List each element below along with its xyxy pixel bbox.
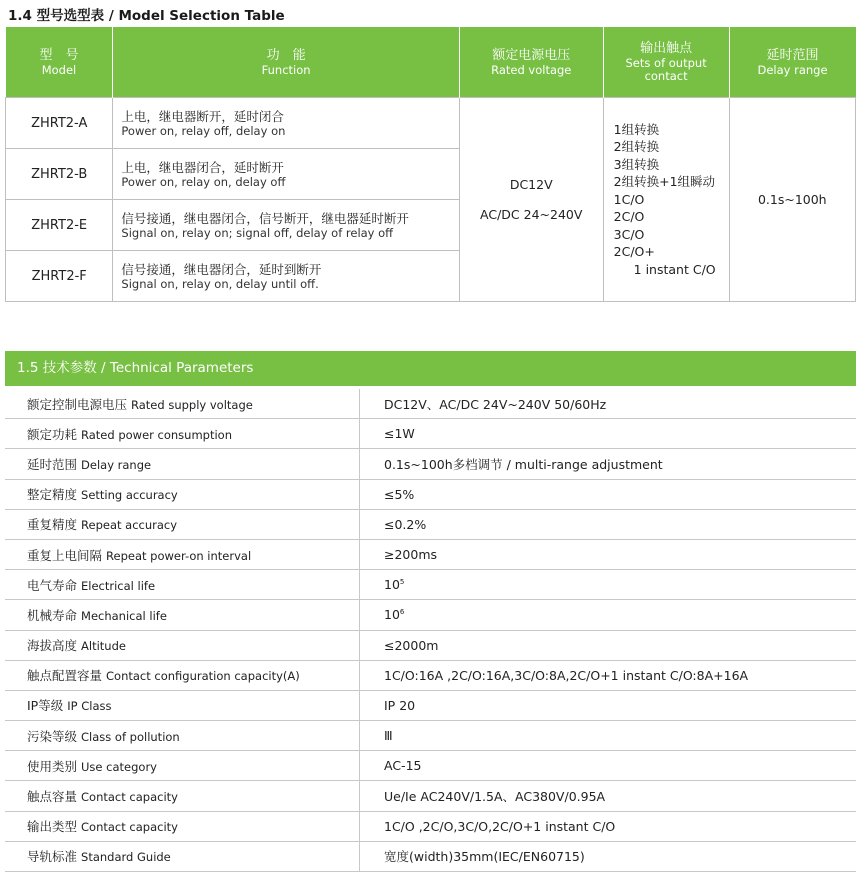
parameter-name-zh: 导轨标准: [27, 849, 78, 865]
voltage-line: AC/DC 24~240V: [480, 206, 583, 222]
header-contacts-en: Sets of output contact: [625, 56, 707, 83]
header-contacts-zh: 输出触点: [640, 41, 693, 56]
parameter-name-zh: 重复上电间隔: [27, 547, 103, 563]
contact-line: 3C/O: [613, 226, 645, 242]
parameter-value: [360, 389, 857, 419]
parameter-name: [5, 419, 360, 449]
model-cell: ZHRT2-B: [6, 149, 113, 200]
parameter-value: [360, 509, 857, 539]
parameter-value-text: Ⅲ: [384, 728, 393, 744]
parameter-name: [5, 660, 360, 690]
header-model-en: Model: [41, 62, 77, 77]
parameter-value: [360, 841, 857, 871]
function-en: Signal on, relay on; signal off, delay of relay off: [121, 225, 394, 240]
model-cell: ZHRT2-A: [6, 98, 113, 149]
parameter-name-en: Repeat accuracy: [81, 518, 178, 533]
parameter-name: [5, 509, 360, 539]
parameter-name-en: Delay range: [81, 457, 152, 472]
parameter-value-text: 10: [384, 577, 400, 593]
delay-cell: 0.1s~100h: [729, 98, 855, 302]
header-voltage-zh: 额定电源电压: [492, 47, 571, 63]
parameter-name-zh: 额定控制电源电压: [27, 396, 128, 412]
parameter-name: [5, 751, 360, 781]
table-row: [5, 419, 856, 449]
header-function: [113, 27, 459, 98]
header-delay: [729, 27, 855, 98]
header-voltage-en: Rated voltage: [491, 62, 572, 77]
parameter-exponent: 5: [399, 578, 405, 587]
parameter-value-text: 宽度(width)35mm(IEC/EN60715): [384, 849, 585, 865]
header-function-zh: 功 能: [266, 47, 306, 63]
parameter-name-en: Class of pollution: [81, 729, 180, 744]
table-row: [5, 389, 856, 419]
table-row: [5, 509, 856, 539]
parameter-name-en: Rated power consumption: [81, 427, 232, 442]
parameter-name-zh: 触点容量: [27, 789, 78, 805]
function-en: Power on, relay on, delay off: [121, 174, 286, 189]
parameter-name: [5, 811, 360, 841]
contact-line: 1C/O: [613, 191, 645, 207]
parameter-name-en: Standard Guide: [81, 850, 171, 865]
voltage-line: DC12V: [509, 176, 553, 192]
parameter-name-en: Contact capacity: [81, 820, 178, 835]
table-row: [5, 630, 856, 660]
table-row: [5, 539, 856, 569]
technical-title: 1.5 技术参数 / Technical Parameters: [5, 351, 856, 386]
parameter-name: [5, 721, 360, 751]
header-delay-zh: 延时范围: [766, 47, 819, 63]
parameter-value-text: Ue/Ie AC240V/1.5A、AC380V/0.95A: [384, 789, 606, 805]
function-cell: [113, 251, 459, 302]
selection-title: 1.4 型号选型表 / Model Selection Table: [8, 8, 285, 24]
table-row: [5, 600, 856, 630]
parameter-value-text: ≤0.2%: [384, 516, 427, 532]
contact-line: 2组转换: [613, 139, 660, 155]
parameter-value-text: 0.1s~100h多档调节 / multi-range adjustment: [384, 456, 663, 472]
parameter-value-text: AC-15: [384, 758, 422, 774]
parameter-name-en: Setting accuracy: [81, 488, 178, 503]
table-row: [5, 751, 856, 781]
parameter-name: [5, 539, 360, 569]
parameter-value-text: IP 20: [384, 697, 416, 713]
parameter-value: [360, 449, 857, 479]
contact-line: 1 instant C/O: [633, 261, 716, 277]
parameter-name-en: Contact configuration capacity(A): [106, 669, 300, 684]
parameter-value: [360, 781, 857, 811]
parameter-name-zh: 重复精度: [27, 517, 78, 533]
contacts-cell: [603, 98, 729, 302]
function-en: Signal on, relay on, delay until off.: [121, 276, 319, 291]
parameter-value-text: 1C/O:16A ,2C/O:16A,3C/O:8A,2C/O+1 instant C/O:8A+16A: [384, 667, 749, 683]
parameter-value-text: ≤1W: [384, 426, 415, 442]
parameter-name-en: Use category: [81, 759, 157, 774]
table-row: [5, 660, 856, 690]
parameter-name-zh: 污染等级: [27, 728, 78, 744]
table-row: [5, 570, 856, 600]
parameter-name-zh: IP等级: [27, 698, 64, 714]
parameter-value: [360, 811, 857, 841]
parameter-name-en: Rated supply voltage: [131, 397, 253, 412]
parameter-name-zh: 电气寿命: [27, 577, 78, 593]
contact-line: 1组转换: [613, 121, 660, 137]
parameter-name: [5, 630, 360, 660]
function-zh: 上电，继电器闭合，延时断开: [121, 159, 284, 175]
parameter-exponent: 6: [399, 608, 405, 617]
header-model-zh: 型 号: [39, 47, 79, 63]
parameter-name: [5, 690, 360, 720]
parameter-name: [5, 570, 360, 600]
contact-line: 2C/O: [613, 209, 645, 225]
parameter-name: [5, 449, 360, 479]
parameter-name-en: Repeat power-on interval: [106, 548, 252, 563]
parameter-value-text: ≤5%: [384, 486, 415, 502]
parameter-name-zh: 触点配置容量: [27, 668, 103, 684]
parameter-name: [5, 389, 360, 419]
function-cell: [113, 98, 459, 149]
parameter-value-text: 10: [384, 607, 400, 623]
parameter-name: [5, 600, 360, 630]
parameter-name-zh: 海拔高度: [27, 638, 78, 654]
function-zh: 信号接通，继电器闭合，延时到断开: [121, 261, 322, 277]
parameter-value-text: ≤2000m: [384, 637, 439, 653]
parameter-value-text: ≥200ms: [384, 547, 438, 563]
parameter-value: [360, 419, 857, 449]
parameter-value: [360, 630, 857, 660]
contact-line: 2C/O+: [613, 244, 655, 260]
contact-line: 3组转换: [613, 156, 660, 172]
function-zh: 信号接通，继电器闭合，信号断开，继电器延时断开: [121, 210, 409, 226]
function-zh: 上电，继电器断开，延时闭合: [121, 108, 284, 124]
table-row: [5, 449, 856, 479]
table-row: [6, 98, 856, 149]
contact-line: 2组转换+1组瞬动: [613, 174, 716, 190]
parameter-name-en: Contact capacity: [81, 790, 178, 805]
parameter-value-text: DC12V、AC/DC 24V~240V 50/60Hz: [384, 396, 607, 412]
model-cell: ZHRT2-F: [6, 251, 113, 302]
table-row: [5, 841, 856, 871]
parameter-name: [5, 841, 360, 871]
parameter-name-en: Mechanical life: [81, 608, 167, 623]
function-cell: [113, 200, 459, 251]
parameter-name-zh: 延时范围: [27, 456, 78, 472]
function-en: Power on, relay off, delay on: [121, 123, 286, 138]
voltage-cell: [459, 98, 603, 302]
parameter-name: [5, 781, 360, 811]
parameter-value: [360, 570, 857, 600]
table-row: [5, 479, 856, 509]
table-row: [5, 781, 856, 811]
parameter-name-zh: 整定精度: [27, 487, 78, 503]
header-contacts: [603, 27, 729, 98]
header-model: [6, 27, 113, 98]
header-voltage: [459, 27, 603, 98]
parameter-value: [360, 660, 857, 690]
parameter-value: [360, 721, 857, 751]
header-row: [6, 27, 856, 98]
parameter-value: [360, 479, 857, 509]
parameter-name-en: Altitude: [81, 639, 126, 654]
parameter-name: [5, 479, 360, 509]
table-row: [5, 690, 856, 720]
parameter-value: [360, 539, 857, 569]
parameter-value: [360, 600, 857, 630]
technical-parameters-table: [5, 389, 856, 872]
parameter-name-zh: 机械寿命: [27, 607, 78, 623]
table-row: [5, 721, 856, 751]
parameter-name-en: Electrical life: [81, 578, 156, 593]
parameter-value: [360, 751, 857, 781]
parameter-name-zh: 额定功耗: [27, 426, 78, 442]
parameter-name-zh: 输出类型: [27, 819, 78, 835]
parameter-name-zh: 使用类别: [27, 758, 78, 774]
function-cell: [113, 149, 459, 200]
header-function-en: Function: [261, 62, 311, 77]
parameter-value: [360, 690, 857, 720]
header-delay-en: Delay range: [757, 62, 828, 77]
parameter-name-en: IP Class: [67, 699, 112, 714]
parameter-value-text: 1C/O ,2C/O,3C/O,2C/O+1 instant C/O: [384, 818, 616, 834]
table-row: [5, 811, 856, 841]
model-cell: ZHRT2-E: [6, 200, 113, 251]
model-selection-table: [5, 27, 856, 302]
